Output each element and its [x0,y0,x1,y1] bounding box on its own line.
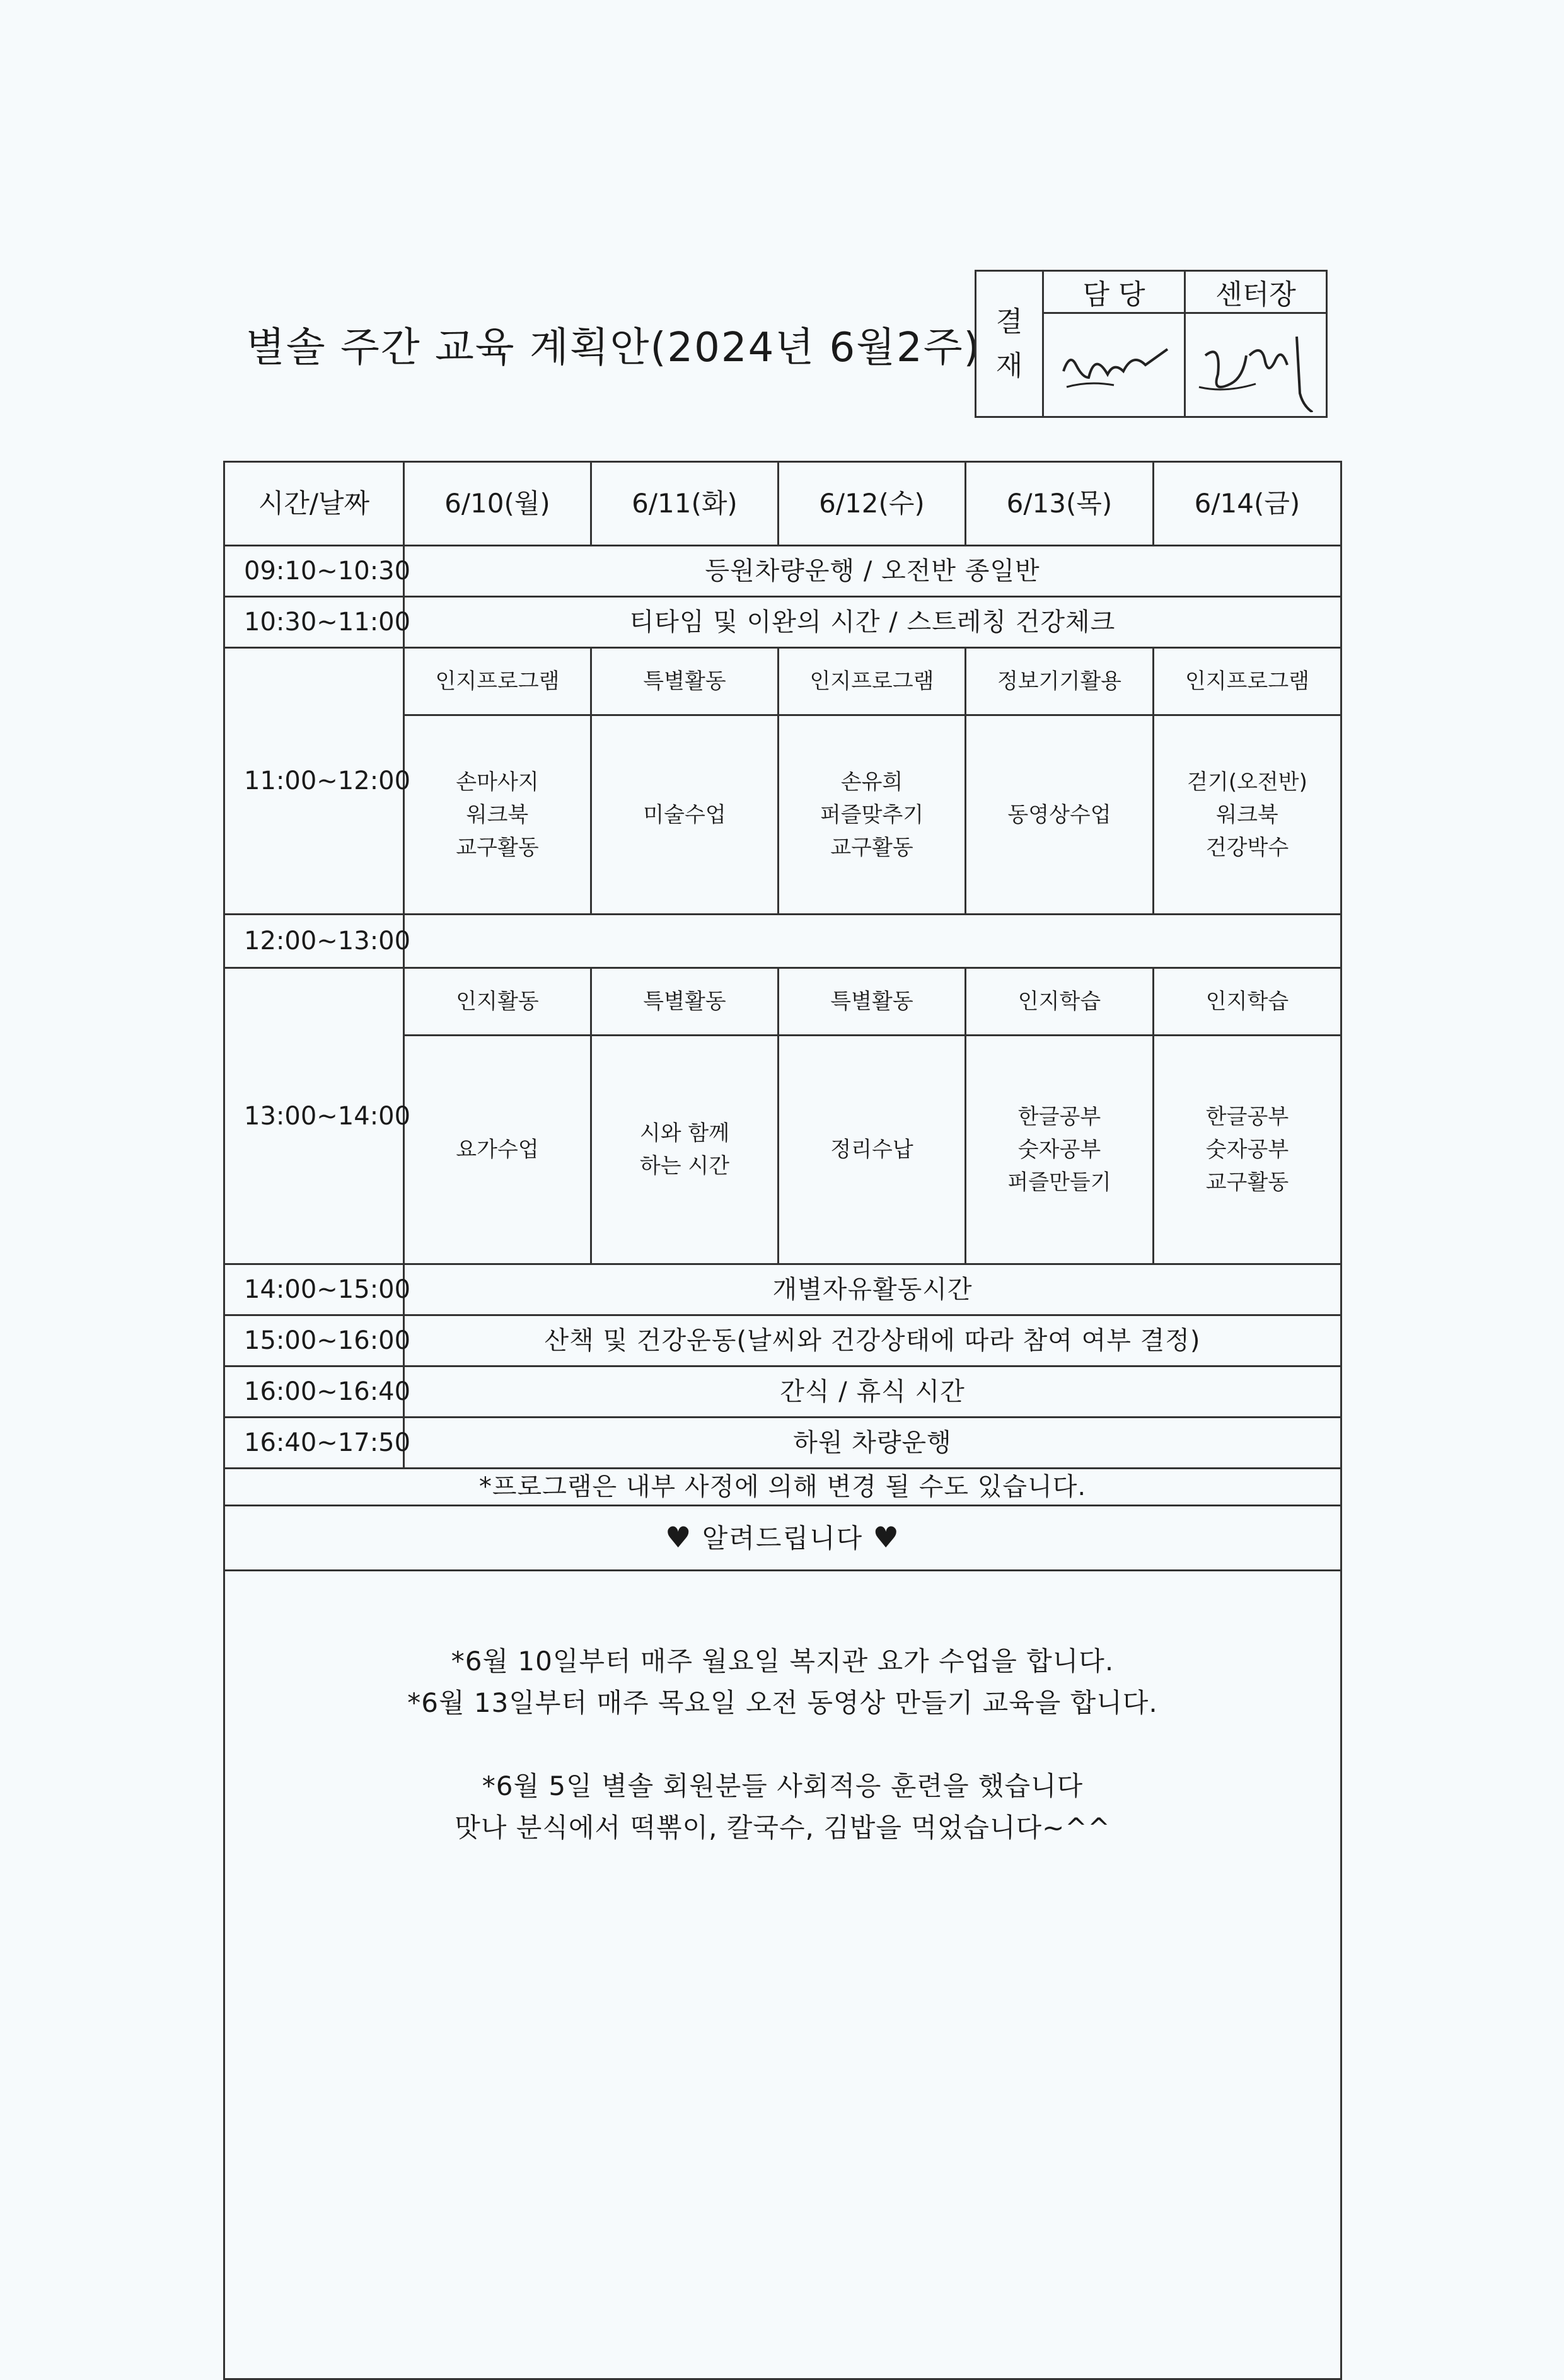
schedule-table [223,461,1342,2380]
header-cell: 6/14(금) [1154,462,1341,546]
time-cell: 16:40~17:50 [224,1418,404,1469]
table-row [224,1315,1341,1366]
header-cell: 6/11(화) [591,462,779,546]
approval-label-bottom: 재 [995,349,1023,382]
header-cell: 6/12(수) [779,462,966,546]
category-cell: 인지활동 [404,968,591,1036]
time-cell: 10:30~11:00 [224,597,404,648]
category-cell: 특별활동 [779,968,966,1036]
approval-label [976,271,1043,417]
category-cell: 인지프로그램 [404,648,591,715]
activity-cell: 요가수업 [404,1036,591,1264]
notice-header-row [224,1506,1341,1571]
manager-signature [1043,313,1185,417]
approval-box [975,270,1328,418]
table-row [224,597,1341,648]
notice-heading [224,1506,1341,1571]
activity-cell: 개별자유활동시간 [404,1264,1341,1315]
activity-cell: 걷기(오전반) 워크북 건강박수 [1154,715,1341,915]
activity-cell: 간식 / 휴식 시간 [404,1366,1341,1418]
activity-cell: 산책 및 건강운동(날씨와 건강상태에 따라 참여 여부 결정) [404,1315,1341,1366]
table-row [224,915,1341,968]
table-row [224,968,1341,1036]
activity-cell: 등원차량운행 / 오전반 종일반 [404,546,1341,597]
notice-line: 맛나 분식에서 떡뽂이, 칼국수, 김밥을 먹었습니다~^^ [455,1812,1111,1843]
time-cell: 15:00~16:00 [224,1315,404,1366]
notice-body [224,1571,1341,2379]
category-cell: 인지프로그램 [779,648,966,715]
header-cell: 6/10(월) [404,462,591,546]
director-signature [1185,313,1327,417]
notice-line: *6월 5일 별솔 회원분들 사회적응 훈련을 했습니다 [482,1771,1084,1801]
heart-icon: ♥ [665,1520,693,1554]
activity-cell: 한글공부 숫자공부 퍼즐만들기 [966,1036,1154,1264]
time-cell: 14:00~15:00 [224,1264,404,1315]
activity-cell: 티타임 및 이완의 시간 / 스트레칭 건강체크 [404,597,1341,648]
approval-header-manager: 담 당 [1043,271,1185,313]
category-cell: 인지학습 [966,968,1154,1036]
notice-heading-text: 알려드립니다 [702,1523,864,1554]
category-cell: 인지프로그램 [1154,648,1341,715]
notice-line: *6월 10일부터 매주 월요일 복지관 요가 수업을 합니다. [451,1646,1115,1677]
time-cell: 16:00~16:40 [224,1366,404,1418]
notice-line: *6월 13일부터 매주 목요일 오전 동영상 만들기 교육을 합니다. [407,1687,1158,1718]
header-row [224,462,1341,546]
header-cell: 시간/날짜 [224,462,404,546]
activity-cell: 손유희 퍼즐맞추기 교구활동 [779,715,966,915]
category-cell: 특별활동 [591,968,779,1036]
activity-cell: 동영상수업 [966,715,1154,915]
table-row [224,546,1341,597]
approval-label-top: 결 [995,305,1023,338]
notice-row [224,1571,1341,2379]
time-cell: 13:00~14:00 [224,968,404,1264]
activity-cell: 한글공부 숫자공부 교구활동 [1154,1036,1341,1264]
activity-cell: 손마사지 워크북 교구활동 [404,715,591,915]
approval-header-director: 센터장 [1185,271,1327,313]
header-cell: 6/13(목) [966,462,1154,546]
time-cell: 12:00~13:00 [224,915,404,968]
note-row [224,1469,1341,1506]
table-row [224,1264,1341,1315]
activity-cell: 하원 차량운행 [404,1418,1341,1469]
heart-icon: ♥ [872,1520,900,1554]
page-title: 별솔 주간 교육 계획안(2024년 6월2주) [246,325,981,371]
activity-cell [404,915,1341,968]
category-cell: 인지학습 [1154,968,1341,1036]
activity-cell: 미술수업 [591,715,779,915]
table-row [224,1418,1341,1469]
category-cell: 특별활동 [591,648,779,715]
time-cell: 11:00~12:00 [224,648,404,915]
category-cell: 정보기기활용 [966,648,1154,715]
table-row [224,1366,1341,1418]
schedule-note: *프로그램은 내부 사정에 의해 변경 될 수도 있습니다. [224,1469,1341,1506]
time-cell: 09:10~10:30 [224,546,404,597]
activity-cell: 정리수납 [779,1036,966,1264]
table-row [224,648,1341,715]
activity-cell: 시와 함께 하는 시간 [591,1036,779,1264]
